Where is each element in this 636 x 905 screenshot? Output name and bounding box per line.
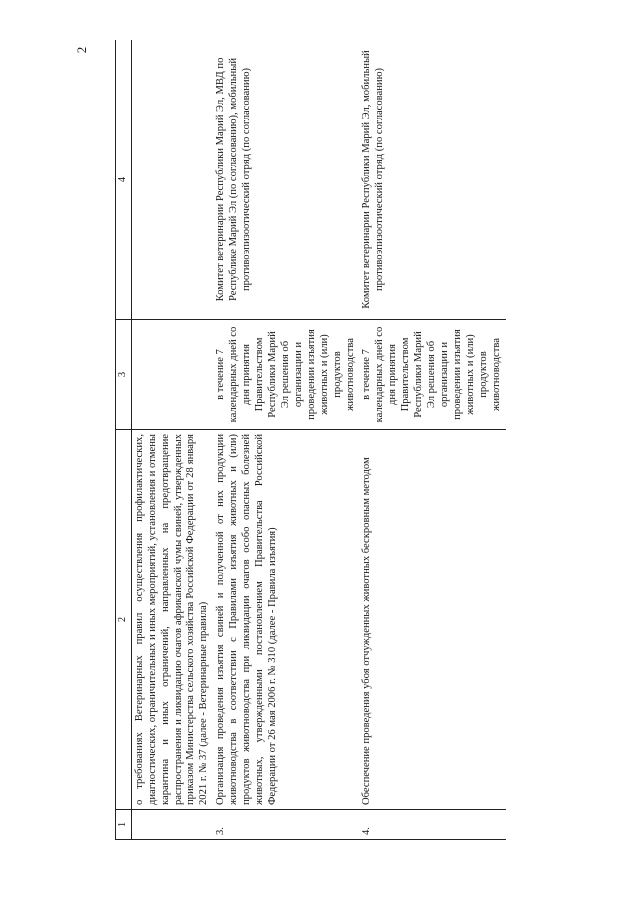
header-col-1: 1 (116, 810, 132, 840)
row-description: Организация проведения изъятия свиней и полученной от них продукции животноводства в соответствии с Правилами изъятия животных и (или) продуктов животноводства при ликвидации очагов особо опасных болезней животных, утвержденными постановлением Правительства Российской Федерации от 26 мая 2006 г. № 310 (далее - Правила изъятия) (213, 430, 359, 810)
table-header-row (116, 40, 132, 840)
row-deadline: в течение 7 календарных дней со дня принятия Правительством Республики Марий Эл решения об организации и проведении изъятия животных и (или) продуктов животноводства (359, 320, 505, 430)
table-row (131, 40, 213, 840)
row-number: 4. (359, 810, 505, 840)
header-col-3: 3 (116, 320, 132, 430)
table-row (359, 40, 505, 840)
row-deadline (131, 320, 213, 430)
row-responsible: Комитет ветеринарии Республики Марий Эл, мобильный противоэпизоотический отряд (по согласованию) (359, 40, 505, 320)
page-number: 2 (74, 46, 89, 54)
rotated-table-container (115, 40, 635, 840)
row-number: 3. (213, 810, 359, 840)
document-page (115, 40, 635, 860)
row-responsible (131, 40, 213, 320)
measures-table (115, 40, 506, 840)
row-description: Обеспечение проведения убоя отчужденных животных бескровным методом (359, 430, 505, 810)
row-number (131, 810, 213, 840)
table-row (213, 40, 359, 840)
header-col-4: 4 (116, 40, 132, 320)
header-col-2: 2 (116, 430, 132, 810)
row-responsible: Комитет ветеринарии Республики Марий Эл, МВД по Республике Марий Эл (по согласованию), мобильный противоэпизоотический отряд (по согласованию) (213, 40, 359, 320)
row-description: о требованиях Ветеринарных правил осуществления профилактических, диагностических, ограничительных и иных мероприятий, установления и отмены карантина и иных ограничений, направленных на предотвращение распространения и ликвидацию очагов африканской чумы свиней, утвержденных приказом Министерства сельского хозяйства Российской Федерации от 28 января 2021 г. № 37 (далее - Ветеринарные правила) (131, 430, 213, 810)
row-deadline: в течение 7 календарных дней со дня принятия Правительством Республики Марий Эл решения об организации и проведении изъятия животных и (или) продуктов животноводства (213, 320, 359, 430)
